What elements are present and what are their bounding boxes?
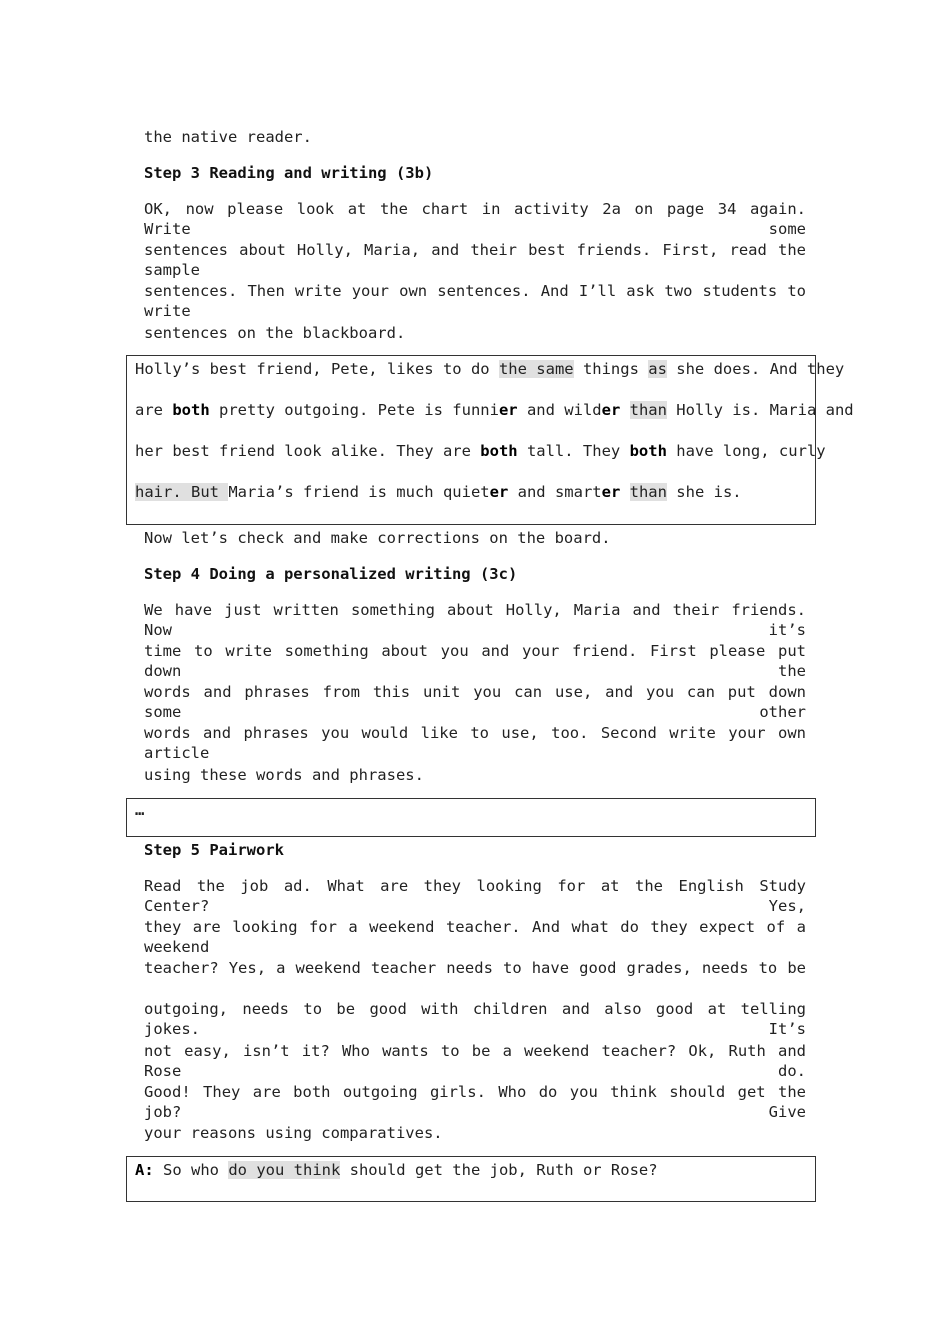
step3-line-3: sentences. Then write your own sentences. And I’ll ask two students to write [144,282,806,320]
bold-keyword: both [172,401,210,419]
step5-line-1: Read the job ad. What are they looking for at the English Study Center? Yes, [144,877,806,915]
sample-line-4: hair. But Maria’s friend is much quieter and smarter than she is. [135,483,742,501]
speaker-label: A: [135,1161,154,1179]
step3-line-1: OK, now please look at the chart in activity 2a on page 34 again. Write some [144,200,806,238]
bold-keyword: both [629,442,667,460]
bold-suffix: er [601,401,621,419]
step5-heading: Step 5 Pairwork [144,841,284,859]
intro-line: the native reader. [144,128,312,146]
highlight: the same [498,360,574,378]
highlight: than [629,483,667,501]
writing-box-ellipsis: … [135,801,145,819]
step5-line-3: teacher? Yes, a weekend teacher needs to have good grades, needs to be [144,959,806,977]
step3-line-4: sentences on the blackboard. [144,324,406,342]
step5-line-4: outgoing, needs to be good with children and also good at telling jokes. It’s [144,1000,806,1038]
sample-line-2: are both pretty outgoing. Pete is funnier and wilder than Holly is. Maria and [135,401,854,419]
bold-suffix: er [489,483,509,501]
highlight: do you think [228,1161,341,1179]
bold-keyword: both [480,442,518,460]
step4-heading: Step 4 Doing a personalized writing (3c) [144,565,518,583]
step5-line-2: they are looking for a weekend teacher. And what do they expect of a weekend [144,918,806,956]
sample-line-3: her best friend look alike. They are both tall. They both have long, curly [135,442,826,460]
highlight: as [648,360,667,378]
step4-line-2: time to write something about you and your friend. First please put down the [144,642,806,680]
step4-line-5: using these words and phrases. [144,766,424,784]
sample-line-1: Holly’s best friend, Pete, likes to do the same things as she does. And they [135,360,845,378]
bold-suffix: er [498,401,518,419]
step4-line-3: words and phrases from this unit you can use, and you can put down some other [144,683,806,721]
step5-line-5: not easy, isn’t it? Who wants to be a weekend teacher? Ok, Ruth and Rose do. [144,1042,806,1080]
step4-line-4: words and phrases you would like to use, too. Second write your own article [144,724,806,762]
step3-after-line: Now let’s check and make corrections on the board. [144,529,611,547]
step4-line-1: We have just written something about Holly, Maria and their friends. Now it’s [144,601,806,639]
dialogue-line-a: A: So who do you think should get the job, Ruth or Rose? [135,1161,658,1179]
step3-line-2: sentences about Holly, Maria, and their best friends. First, read the sample [144,241,806,279]
step5-line-7: your reasons using comparatives. [144,1124,443,1142]
highlight: hair. But [135,483,229,501]
bold-suffix: er [601,483,621,501]
step5-line-6: Good! They are both outgoing girls. Who do you think should get the job? Give [144,1083,806,1121]
highlight: than [629,401,667,419]
step3-heading: Step 3 Reading and writing (3b) [144,164,434,182]
